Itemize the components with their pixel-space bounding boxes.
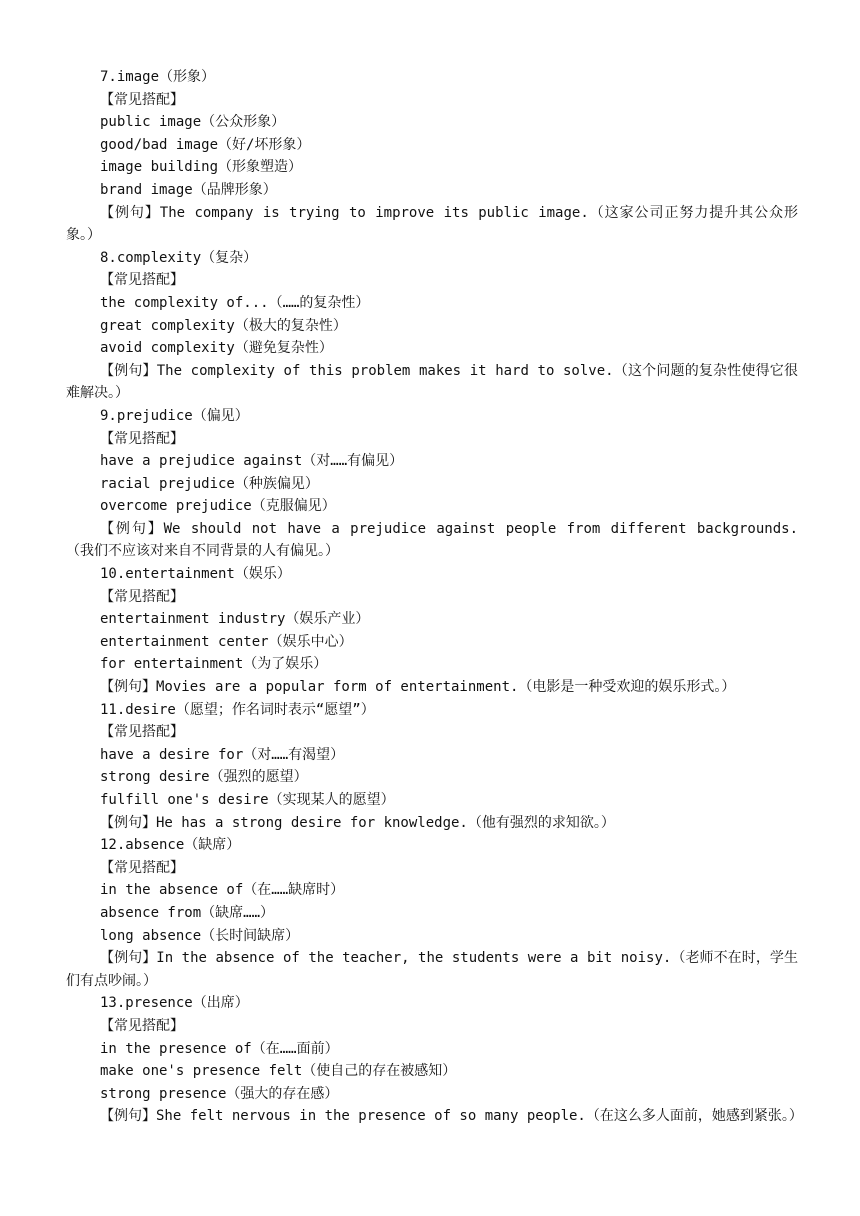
example-sentence: 【例句】The company is trying to improve its public image.（这家公司正努力提升其公众形象。） <box>66 204 798 244</box>
vocab-entry-image <box>66 66 798 247</box>
example-sentence: 【例句】Movies are a popular form of entertainment.（电影是一种受欢迎的娱乐形式。） <box>100 679 736 696</box>
example-sentence: 【例句】We should not have a prejudice against people from different backgrounds.（我们不应该对来自不同背景的人有偏见。） <box>66 520 798 560</box>
entry-heading: 11.desire（愿望；作名词时表示“愿望”） <box>100 701 375 718</box>
entry-heading: 12.absence（缺席） <box>100 837 241 854</box>
example-sentence: 【例句】She felt nervous in the presence of so many people.（在这么多人面前，她感到紧张。） <box>100 1108 803 1125</box>
collocation-tag: 【常见搭配】 <box>100 724 184 741</box>
collocation-tag: 【常见搭配】 <box>100 430 184 447</box>
collocation-item: fulfill one's desire（实现某人的愿望） <box>100 792 395 808</box>
entry-heading: 8.complexity（复杂） <box>100 249 258 266</box>
vocabulary-list <box>66 66 803 1151</box>
collocation-item: strong presence（强大的存在感） <box>100 1085 339 1102</box>
collocation-item: absence from（缺席……） <box>100 904 275 921</box>
collocation-item: long absence（长时间缺席） <box>100 927 300 944</box>
collocation-item: make one's presence felt（使自己的存在被感知） <box>100 1063 457 1080</box>
entry-heading: 13.presence（出席） <box>100 995 249 1012</box>
collocation-item: image building（形象塑造） <box>100 159 303 176</box>
collocation-item: public image（公众形象） <box>100 114 286 131</box>
example-sentence: 【例句】He has a strong desire for knowledge.（他有强烈的求知欲。） <box>100 814 615 831</box>
collocation-tag: 【常见搭配】 <box>100 91 184 108</box>
collocation-item: entertainment center（娱乐中心） <box>100 633 353 650</box>
collocation-item: in the presence of（在……面前） <box>100 1040 339 1057</box>
collocation-item: the complexity of...（……的复杂性） <box>100 294 370 311</box>
collocation-item: entertainment industry（娱乐产业） <box>100 611 370 628</box>
collocation-tag: 【常见搭配】 <box>100 1017 184 1034</box>
entry-heading: 10.entertainment（娱乐） <box>100 566 291 583</box>
collocation-item: have a prejudice against（对……有偏见） <box>100 453 404 470</box>
collocation-tag: 【常见搭配】 <box>100 588 184 605</box>
vocab-entry-prejudice <box>66 405 798 563</box>
collocation-item: good/bad image（好/坏形象） <box>100 136 311 153</box>
entry-heading: 7.image（形象） <box>100 69 216 85</box>
collocation-item: brand image（品牌形象） <box>100 181 277 198</box>
collocation-item: for entertainment（为了娱乐） <box>100 656 328 673</box>
collocation-tag: 【常见搭配】 <box>100 859 184 876</box>
collocation-item: avoid complexity（避免复杂性） <box>100 340 333 357</box>
collocation-item: overcome prejudice（克服偏见） <box>100 498 336 515</box>
example-sentence: 【例句】In the absence of the teacher, the students were a bit noisy.（老师不在时，学生们有点吵闹。） <box>66 950 798 989</box>
collocation-item: racial prejudice（种族偏见） <box>100 475 319 492</box>
vocab-entry-entertainment <box>66 563 798 699</box>
collocation-item: have a desire for（对……有渴望） <box>100 746 345 763</box>
vocab-entry-presence <box>66 992 803 1150</box>
example-sentence: 【例句】The complexity of this problem makes it hard to solve.（这个问题的复杂性使得它很难解决。） <box>66 362 798 402</box>
entry-heading: 9.prejudice（偏见） <box>100 407 249 424</box>
vocab-entry-desire <box>66 699 798 835</box>
vocab-entry-complexity <box>66 247 798 405</box>
collocation-item: great complexity（极大的复杂性） <box>100 317 347 334</box>
collocation-tag: 【常见搭配】 <box>100 272 184 289</box>
collocation-item: strong desire（强烈的愿望） <box>100 769 308 786</box>
collocation-item: in the absence of（在……缺席时） <box>100 882 345 899</box>
vocab-entry-absence <box>66 834 798 992</box>
